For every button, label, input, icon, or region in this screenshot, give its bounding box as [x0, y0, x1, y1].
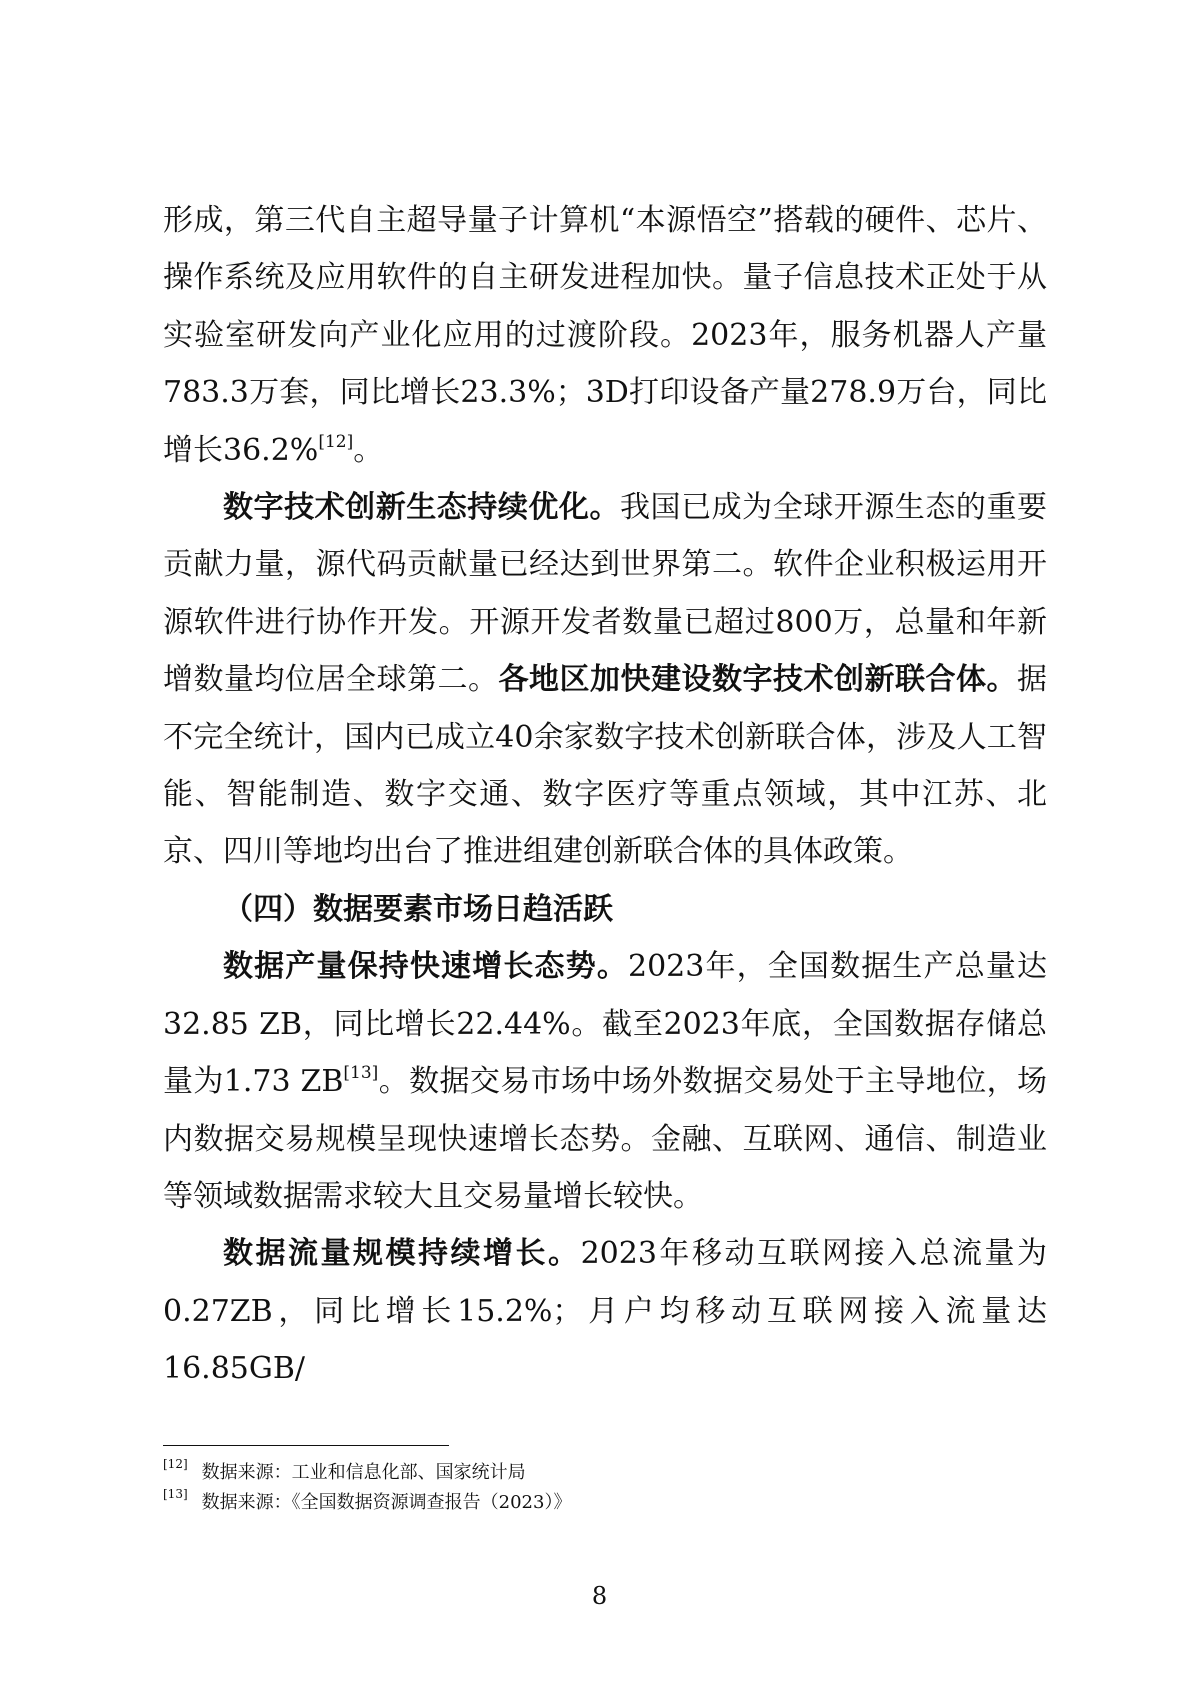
footnote-text: 数据来源：工业和信息化部、国家统计局 [201, 1462, 526, 1483]
paragraph-lead: 数据流量规模持续增长。 [223, 1236, 581, 1272]
paragraph-lead: 数据产量保持快速增长态势。 [223, 949, 628, 985]
section-heading: （四）数据要素市场日趋活跃 [223, 891, 613, 927]
paragraph-lead: 各地区加快建设数字技术创新联合体。 [498, 662, 1017, 698]
footnote-text: 数据来源：《全国数据资源调查报告（2023）》 [201, 1492, 572, 1513]
paragraph-text: 据不完全统计，国内已成立40余家数字技术创新联合体，涉及人工智能、智能制造、数字交通、数字医疗等重点领域，其中江苏、北京、四川等地均出台了推进组建创新联合体的具体政策。 [163, 662, 1047, 870]
paragraph-text: 2023年移动互联网接入总流量为0.27ZB，同比增长15.2%；月户均移动互联网接入流量达16.85GB/ [163, 1236, 1047, 1387]
paragraph-text: 我国已成为全球开源生态的重要贡献力量，源代码贡献量已经达到世界第二。软件企业积极运用开源软件进行协作开发。开源开发者数量已超过800万，总量和年新增数量均位居全球第二。 [163, 490, 1047, 698]
paragraph-text: 。 [353, 432, 384, 468]
paragraph-text: 2023年，全国数据生产总量达32.85 ZB，同比增长22.44%。截至2023年底，全国数据存储总量为1.73 ZB [163, 949, 1048, 1100]
footnote-12 [163, 1458, 1043, 1488]
paragraph-text: 形成，第三代自主超导量子计算机“本源悟空”搭载的硬件、芯片、操作系统及应用软件的自主研发进程加快。量子信息技术正处于从实验室研发向产业化应用的过渡阶段。2023年，服务机器人产量783.3万套，同比增长23.3%；3D打印设备产量278.9万台，同比增长36.2% [163, 203, 1047, 468]
paragraph-data-output [163, 938, 1047, 1225]
footnote-marker: [12] [163, 1457, 188, 1471]
body-text [163, 192, 1047, 1398]
footnote-ref-12[interactable]: [12] [318, 431, 354, 452]
paragraph-lead: 数字技术创新生态持续优化。 [223, 490, 620, 526]
paragraph-innovation-ecosystem [163, 479, 1047, 881]
paragraph-text: 。数据交易市场中场外数据交易处于主导地位，场内数据交易规模呈现快速增长态势。金融、互联网、通信、制造业等领域数据需求较大且交易量增长较快。 [163, 1064, 1048, 1214]
footnote-13 [163, 1488, 1043, 1518]
page-number: 8 [591, 1582, 608, 1610]
footnote-ref-13[interactable]: [13] [343, 1063, 379, 1084]
footnote-marker: [13] [163, 1487, 188, 1501]
paragraph-quantum-robots [163, 192, 1047, 479]
footnote-divider [163, 1445, 449, 1446]
footnotes [163, 1458, 1043, 1518]
paragraph-data-traffic [163, 1225, 1047, 1397]
